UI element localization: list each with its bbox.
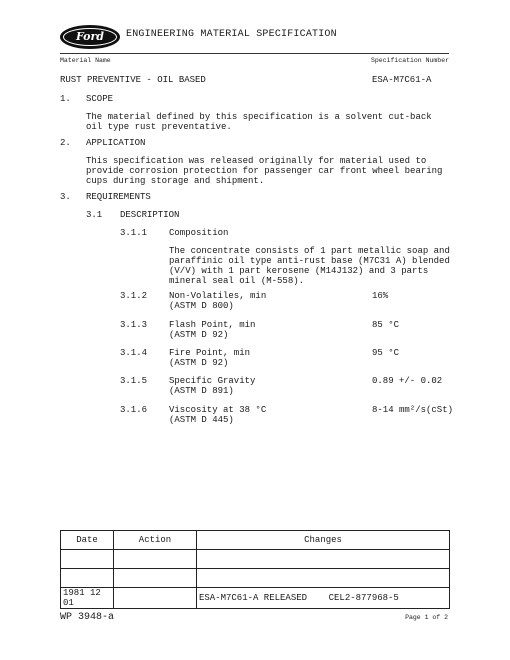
property-value: 0.89 +/- 0.02: [372, 376, 443, 386]
section-requirements-number: 3.: [60, 192, 71, 202]
cell-changes: ESA-M7C61-A RELEASED CEL2-877968-5: [197, 588, 450, 609]
document-title: ENGINEERING MATERIAL SPECIFICATION: [126, 29, 337, 40]
subsection-description-heading: DESCRIPTION: [120, 210, 180, 220]
property-value: 8-14 mm²/s(cSt): [372, 405, 454, 415]
table-row: [61, 550, 450, 569]
material-name-label: Material Name: [60, 57, 111, 64]
property-name: Flash Point, min: [169, 320, 256, 330]
cell-changes: [197, 569, 450, 588]
cell-changes: [197, 550, 450, 569]
table-row: [61, 588, 450, 609]
property-name: Non-Volatiles, min: [169, 291, 267, 301]
property-number: 3.1.5: [120, 376, 148, 386]
header-date: Date: [61, 531, 114, 550]
property-method: (ASTM D 445): [169, 415, 234, 425]
section-requirements-heading: REQUIREMENTS: [86, 192, 151, 202]
property-number: 3.1.3: [120, 320, 148, 330]
property-number: 3.1.2: [120, 291, 148, 301]
section-application-text: This specification was released originally for material used to provide corrosion protection for passenger car front wheel bearing cups during storage and shipment.: [86, 156, 443, 186]
property-value: 95 °C: [372, 348, 400, 358]
property-name: Fire Point, min: [169, 348, 251, 358]
spec-number-label: Specification Number: [370, 57, 449, 64]
cell-action: [114, 588, 197, 609]
table-row: [61, 569, 450, 588]
section-scope-number: 1.: [60, 94, 71, 104]
section-application-heading: APPLICATION: [86, 138, 146, 148]
header-rule: [60, 53, 449, 54]
cell-action: [114, 550, 197, 569]
logo-text: Ford: [75, 30, 105, 43]
property-name: Specific Gravity: [169, 376, 256, 386]
property-name: Viscosity at 38 °C: [169, 405, 267, 415]
form-number: WP 3948-a: [60, 612, 115, 623]
header-changes: Changes: [197, 531, 450, 550]
property-value: 85 °C: [372, 320, 400, 330]
property-method: (ASTM D 800): [169, 301, 234, 311]
subsection-description-number: 3.1: [86, 210, 103, 220]
composition-heading: Composition: [169, 228, 229, 238]
spec-number: ESA-M7C61-A: [372, 75, 432, 85]
cell-action: [114, 569, 197, 588]
property-number: 3.1.6: [120, 405, 148, 415]
property-number: 3.1.4: [120, 348, 148, 358]
cell-date: 1981 12 01: [61, 588, 114, 609]
cell-date: [61, 550, 114, 569]
section-scope-text: The material defined by this specification is a solvent cut-back oil type rust preventative.: [86, 112, 432, 132]
section-scope-heading: SCOPE: [86, 94, 114, 104]
composition-number: 3.1.1: [120, 228, 148, 238]
property-method: (ASTM D 92): [169, 358, 229, 368]
property-value: 16%: [372, 291, 389, 301]
changes-table-header-row: [61, 531, 450, 550]
section-application-number: 2.: [60, 138, 71, 148]
page-number: Page 1 of 2: [405, 614, 448, 621]
property-method: (ASTM D 891): [169, 386, 234, 396]
composition-text: The concentrate consists of 1 part metallic soap and paraffinic oil type anti-rust base (M7C31 A) blended (V/V) with 1 part kerosene (M14J132) and 3 parts mineral seal oil (M-558).: [169, 246, 450, 286]
header-action: Action: [114, 531, 197, 550]
property-method: (ASTM D 92): [169, 330, 229, 340]
material-name: RUST PREVENTIVE - OIL BASED: [60, 75, 206, 85]
ford-logo: [60, 25, 120, 49]
cell-date: [61, 569, 114, 588]
changes-table: [60, 530, 450, 609]
